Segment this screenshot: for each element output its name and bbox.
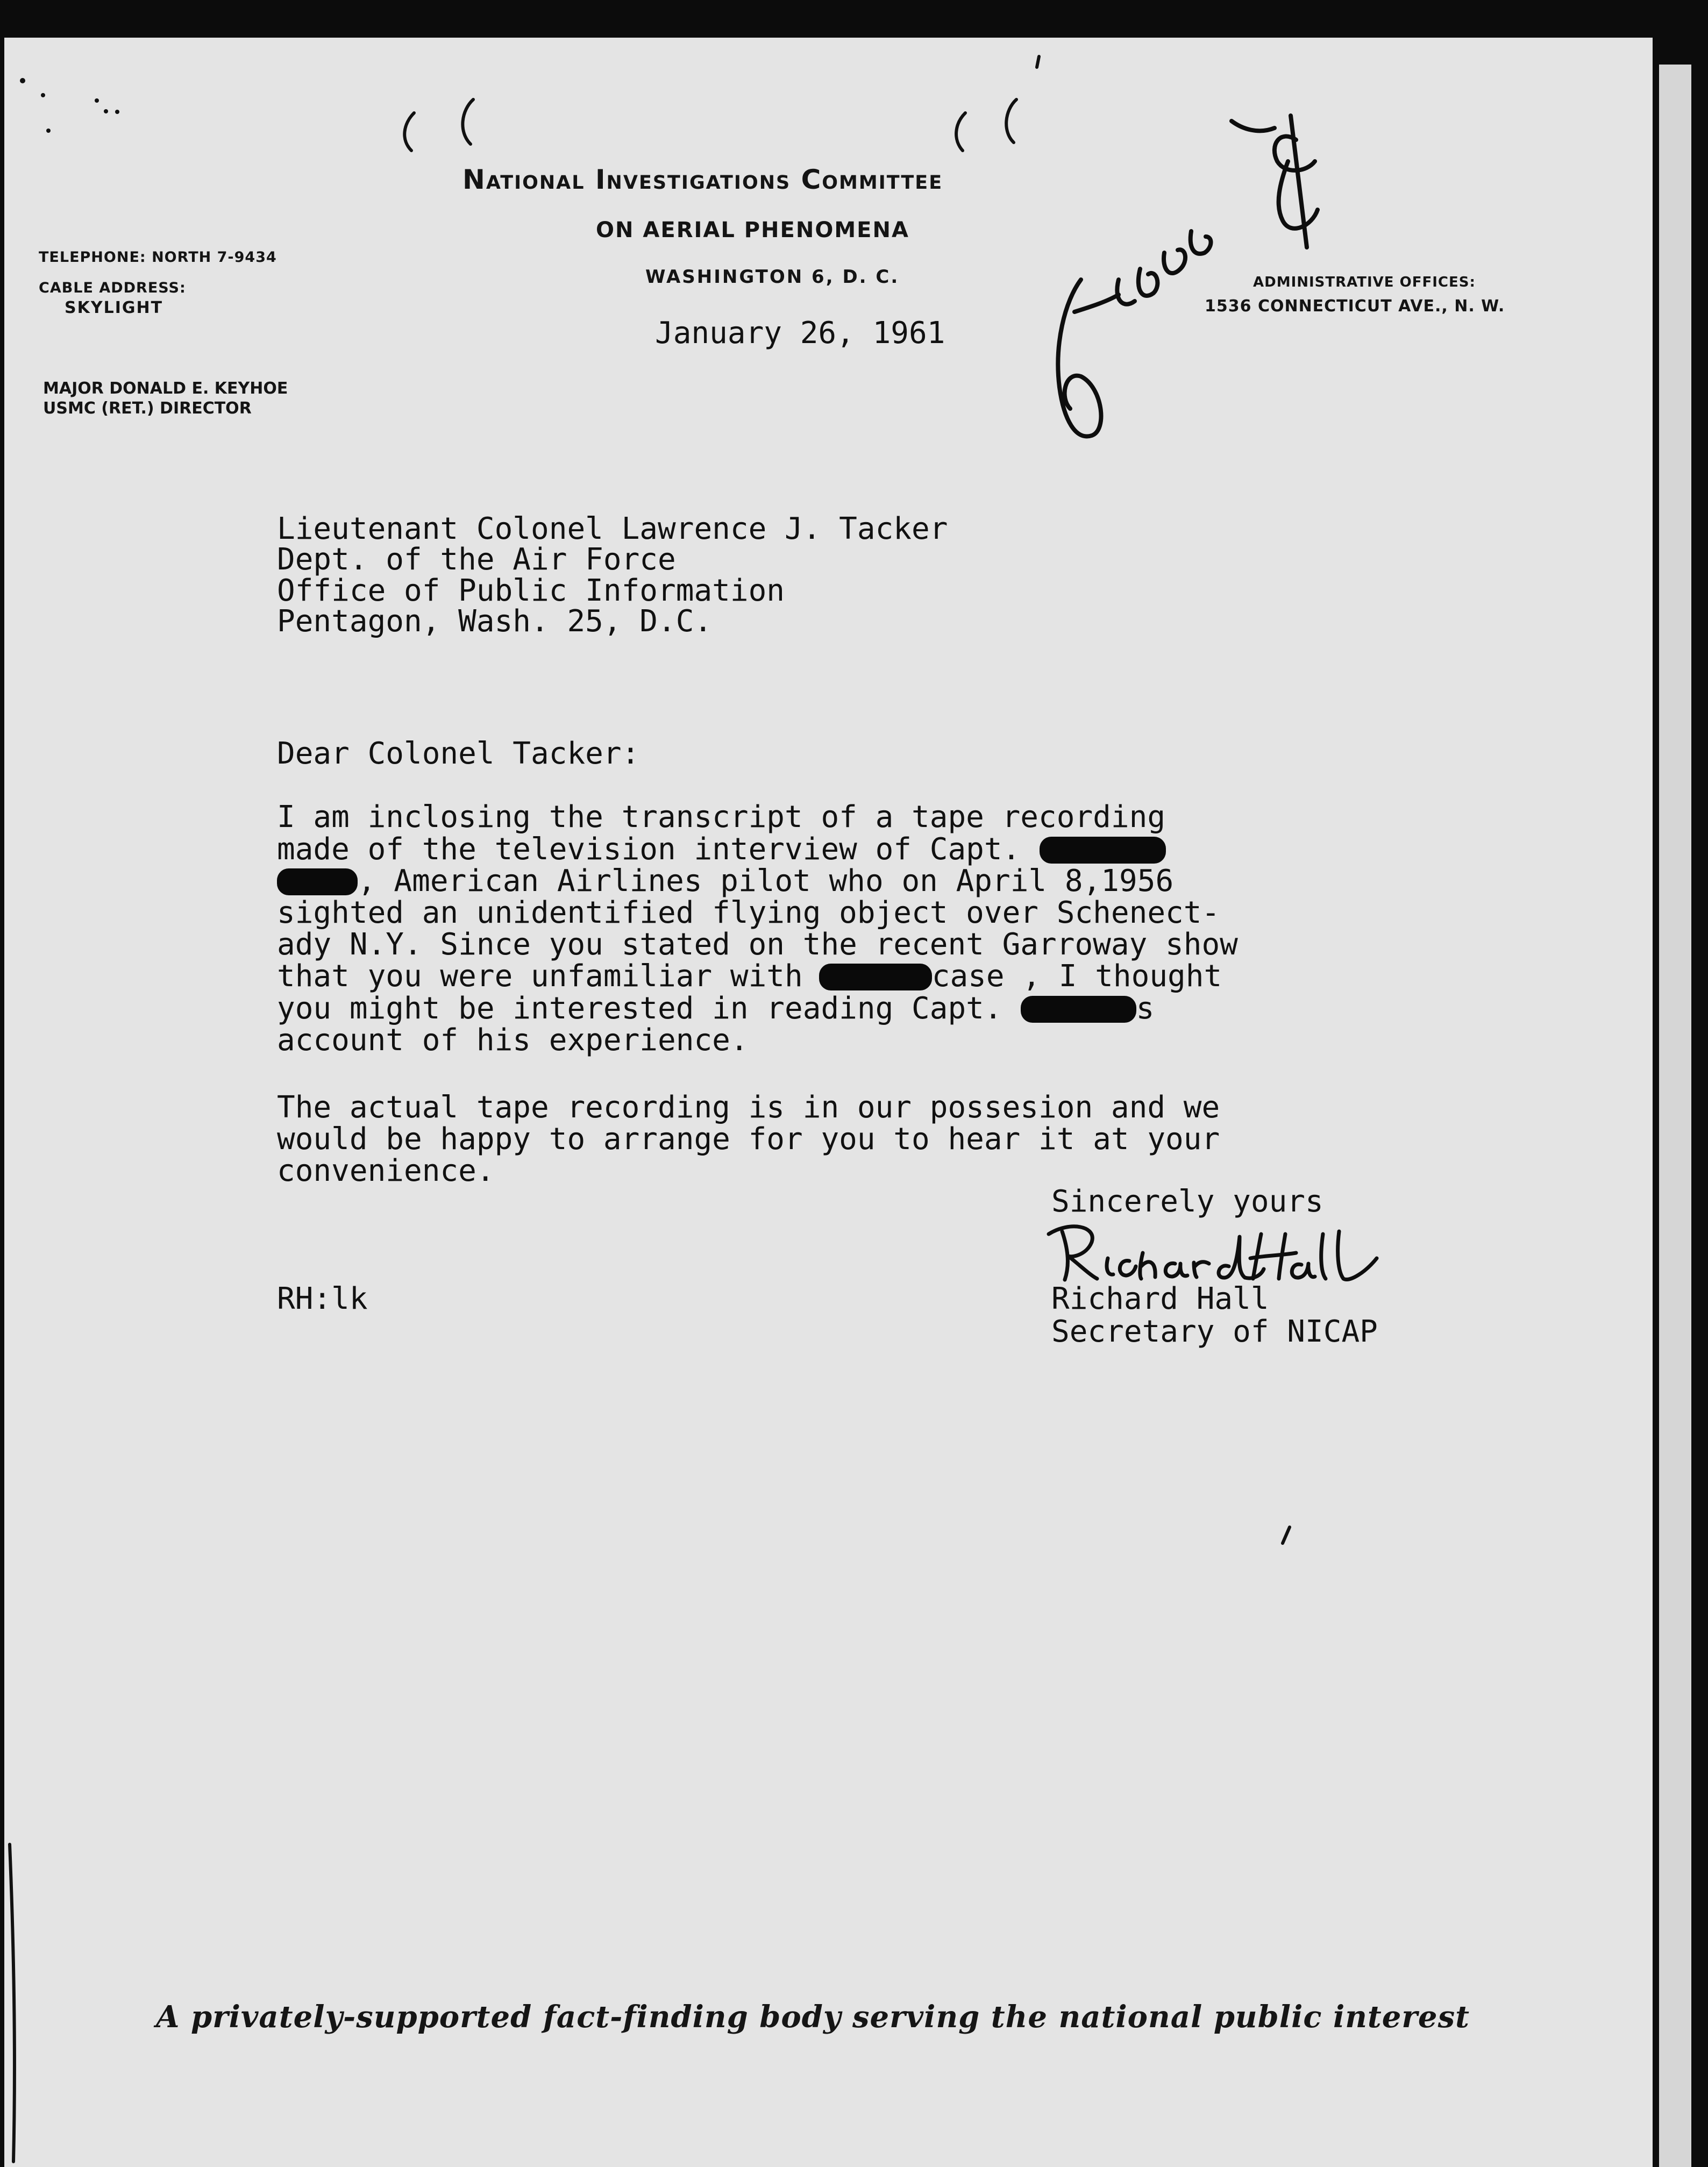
body-line: account of his experience. <box>277 1023 749 1058</box>
recipient-line: Pentagon, Wash. 25, D.C. <box>277 604 713 639</box>
typed-name: Richard Hall <box>1051 1281 1269 1316</box>
salutation: Dear Colonel Tacker: <box>277 736 640 771</box>
body-text: that you were unfamiliar with <box>277 959 803 994</box>
recipient-line: Office of Public Information <box>277 573 785 608</box>
cable-label: CABLE ADDRESS: <box>39 280 186 296</box>
footer-motto: A privately-supported fact-finding body serving the national public interest <box>156 1999 1470 2035</box>
letter-date: January 26, 1961 <box>655 316 945 351</box>
director-title: USMC (RET.) DIRECTOR <box>43 399 252 418</box>
admin-offices-address: 1536 CONNECTICUT AVE., N. W. <box>1205 297 1505 316</box>
admin-offices-label: ADMINISTRATIVE OFFICES: <box>1253 274 1476 290</box>
org-name: National Investigations Committee <box>462 164 943 195</box>
director-name: MAJOR DONALD E. KEYHOE <box>43 379 288 398</box>
closing: Sincerely yours <box>1051 1184 1323 1219</box>
telephone: TELEPHONE: NORTH 7-9434 <box>39 249 277 266</box>
reference-initials: RH:lk <box>277 1281 368 1316</box>
body-text: s <box>1136 991 1155 1026</box>
body-line: The actual tape recording is in our possesion and we <box>277 1090 1220 1125</box>
org-subtitle: ON AERIAL PHENOMENA <box>596 218 909 243</box>
body-line: would be happy to arrange for you to hear it at your <box>277 1122 1220 1157</box>
cable-address: SKYLIGHT <box>65 298 163 317</box>
body-text: , American Airlines pilot who on April 8,1956 <box>358 864 1174 899</box>
body-line: ady N.Y. Since you stated on the recent Garroway show <box>277 927 1238 962</box>
body-text: you might be interested in reading Capt. <box>277 991 1002 1026</box>
body-line: I am inclosing the transcript of a tape recording <box>277 800 1166 835</box>
body-line: convenience. <box>277 1153 495 1188</box>
body-text: case , I thought <box>931 959 1222 994</box>
body-line: sighted an unidentified flying object over Schenect- <box>277 895 1220 930</box>
recipient-line: Dept. of the Air Force <box>277 542 676 577</box>
body-text: made of the television interview of Capt. <box>277 832 1021 867</box>
recipient-line: Lieutenant Colonel Lawrence J. Tacker <box>277 511 948 546</box>
org-city: WASHINGTON 6, D. C. <box>645 266 900 288</box>
typed-title: Secretary of NICAP <box>1051 1314 1378 1349</box>
